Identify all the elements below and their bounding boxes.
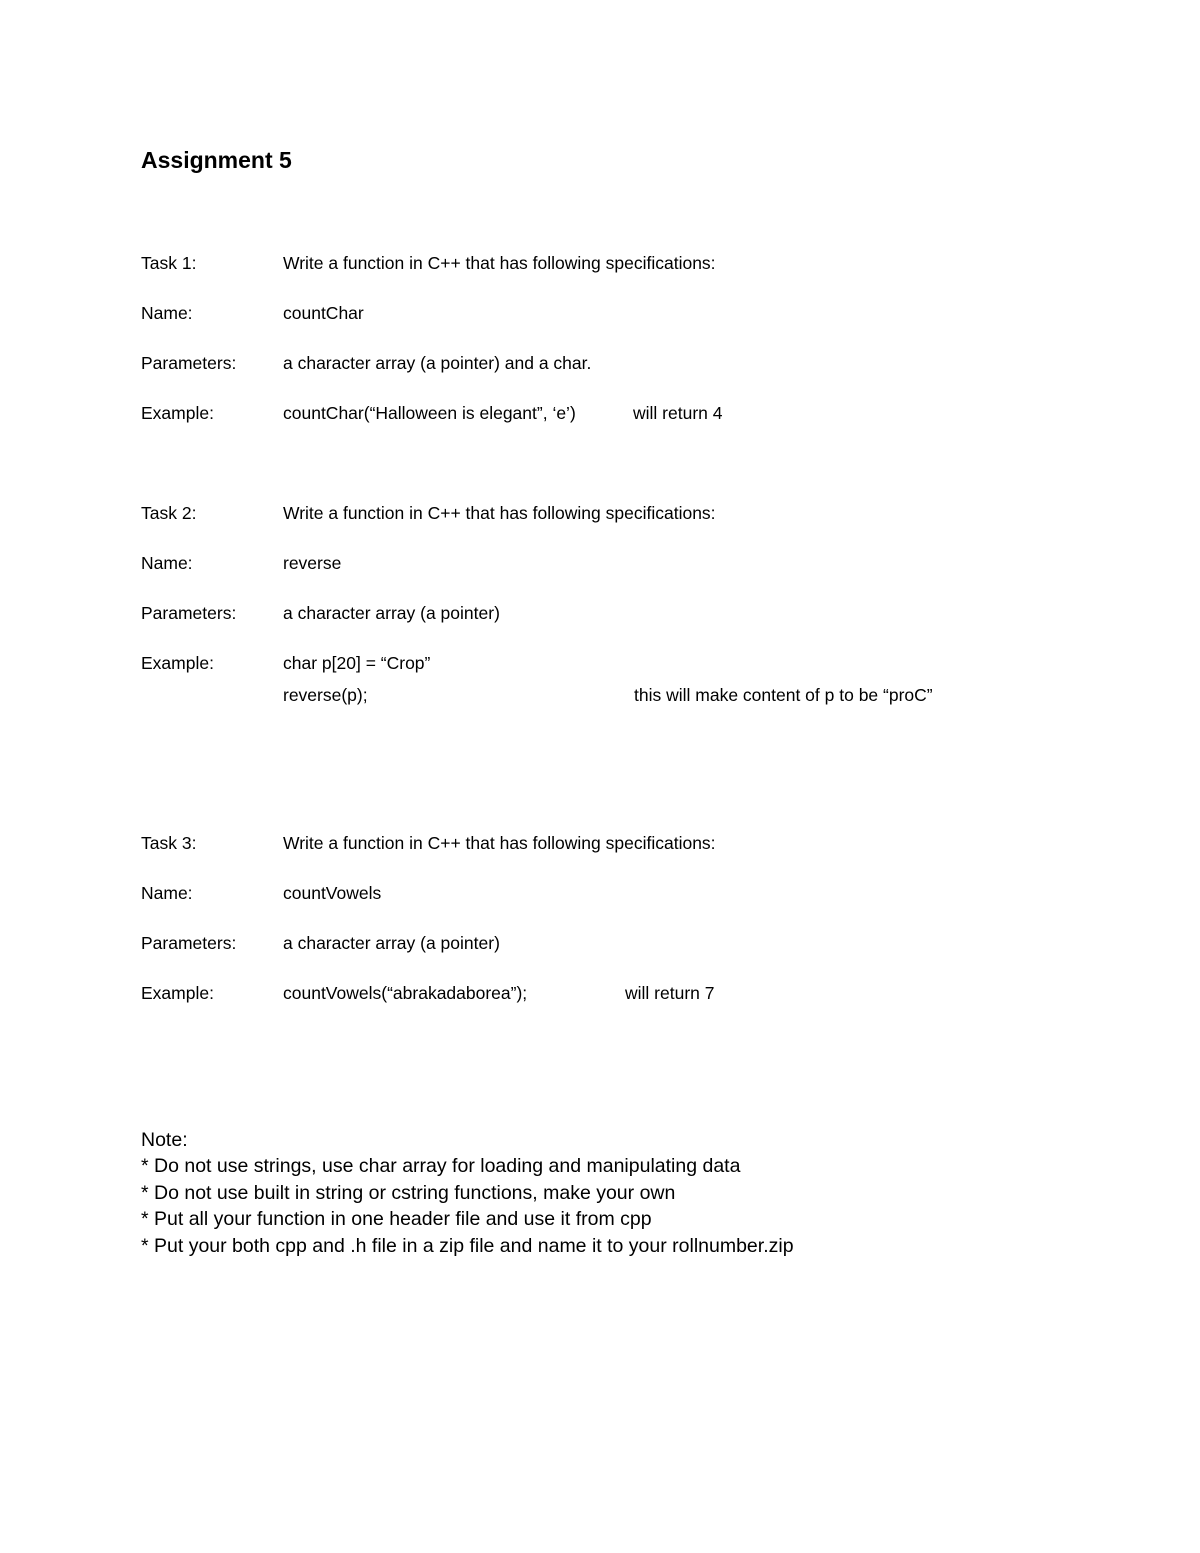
task-2-label: Task 2: <box>141 503 197 523</box>
task-3-parameters: a character array (a pointer) <box>283 933 500 953</box>
task-1-example-result: will return 4 <box>633 403 723 423</box>
task-3-function-name: countVowels <box>283 883 382 903</box>
example-label: Example: <box>141 983 214 1003</box>
document-title: Assignment 5 <box>141 147 292 173</box>
task-1-example-code: countChar(“Halloween is elegant”, ‘e’) <box>283 403 576 423</box>
parameters-label: Parameters: <box>141 933 237 953</box>
example-label: Example: <box>141 403 214 423</box>
task-1-parameters: a character array (a pointer) and a char. <box>283 353 592 373</box>
task-1-function-name: countChar <box>283 303 364 323</box>
note-item: * Put all your function in one header file and use it from cpp <box>141 1208 652 1231</box>
name-label: Name: <box>141 883 193 903</box>
note-item: * Do not use strings, use char array for loading and manipulating data <box>141 1155 741 1178</box>
task-3-description: Write a function in C++ that has following specifications: <box>283 833 716 853</box>
note-item: * Put your both cpp and .h file in a zip file and name it to your rollnumber.zip <box>141 1234 794 1257</box>
parameters-label: Parameters: <box>141 353 237 373</box>
name-label: Name: <box>141 553 193 573</box>
task-1-description: Write a function in C++ that has following specifications: <box>283 253 716 273</box>
note-heading: Note: <box>141 1129 188 1151</box>
task-3-example-result: will return 7 <box>625 983 715 1003</box>
task-1-label: Task 1: <box>141 253 197 273</box>
task-2-description: Write a function in C++ that has following specifications: <box>283 503 716 523</box>
parameters-label: Parameters: <box>141 603 237 623</box>
name-label: Name: <box>141 303 193 323</box>
note-item: * Do not use built in string or cstring functions, make your own <box>141 1181 676 1204</box>
example-label: Example: <box>141 653 214 673</box>
task-3-example-code: countVowels(“abrakadaborea”); <box>283 983 528 1003</box>
task-3-label: Task 3: <box>141 833 197 853</box>
task-2-example-result: this will make content of p to be “proC” <box>634 685 933 705</box>
note-section <box>141 1127 794 1259</box>
task-2-example-code: char p[20] = “Crop” <box>283 653 431 673</box>
task-2-example-code-2: reverse(p); <box>283 685 368 705</box>
task-2-parameters: a character array (a pointer) <box>283 603 500 623</box>
task-2-function-name: reverse <box>283 553 342 573</box>
